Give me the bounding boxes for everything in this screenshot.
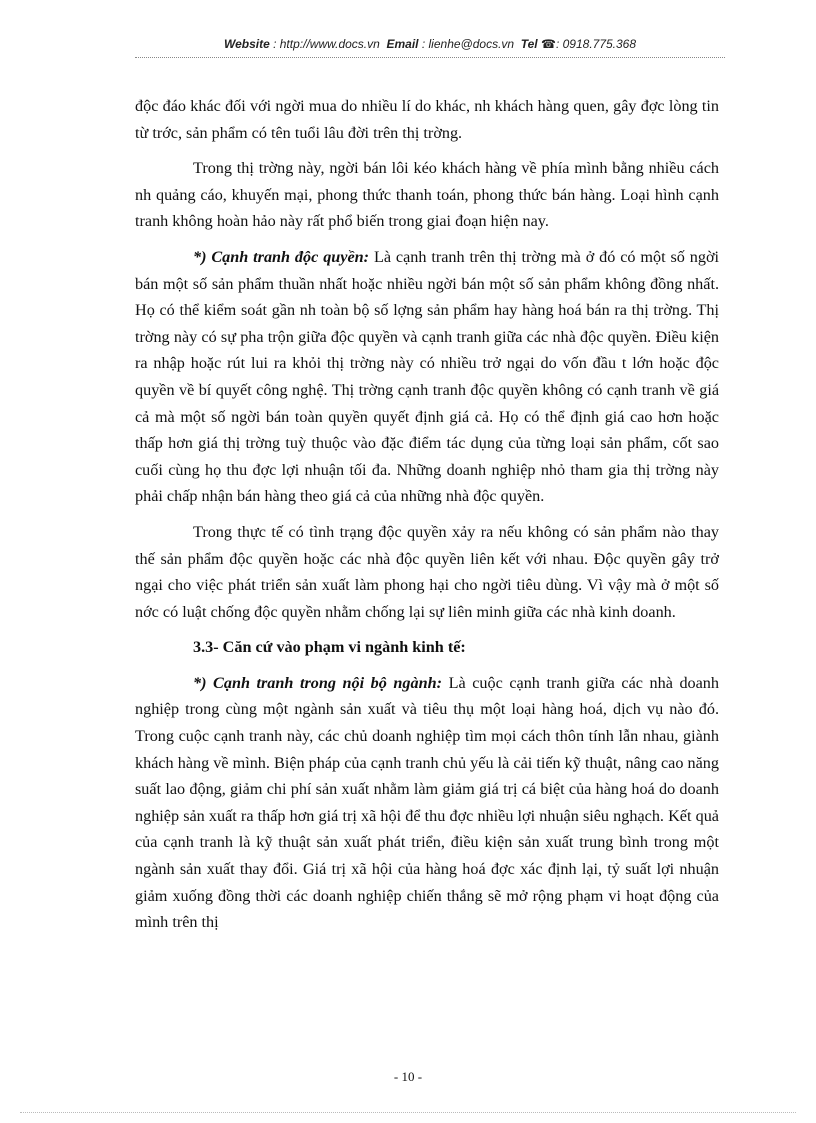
paragraph-5-lead: *) Cạnh tranh trong nội bộ ngành: [193, 673, 443, 692]
paragraph-3 [135, 244, 719, 510]
tel-label: Tel [520, 37, 538, 51]
website-label: Website [223, 37, 270, 51]
page-number: - 10 - [393, 1069, 423, 1084]
paragraph-5 [135, 670, 719, 936]
tel-value: : 0918.775.368 [555, 37, 637, 51]
footer-divider [20, 1112, 796, 1113]
email-label: Email [386, 37, 419, 51]
website-value: : http://www.docs.vn [273, 37, 380, 51]
paragraph-5-text: Là cuộc cạnh tranh giữa các nhà doanh nghiệp trong cùng một ngành sản xuất và tiêu thụ một loại hàng hoá, dịch vụ nào đó. Trong cuộc cạnh tranh này, các chủ doanh nghiệp tìm mọi cách thôn tính lẫn nhau, giành khách hàng về mình. Biện pháp của cạnh tranh chủ yếu là cải tiến kỹ thuật, nâng cao năng suất lao động, giảm chi phí sản xuất nhằm làm giảm giá trị cá biệt của hàng hoá do doanh nghiệp sản xuất ra thấp hơn giá trị xã hội để thu đợc nhiều lợi nhuận siêu nghạch. Kết quả của cạnh tranh là kỹ thuật sản xuất phát triển, điều kiện sản xuất trung bình trong một ngành sản xuất thay đổi. Giá trị xã hội của hàng hoá đợc xác định lại, tỷ suất lợi nhuận giảm xuống đồng thời các doanh nghiệp chiến thắng sẽ mở rộng phạm vi hoạt động của mình trên thị [135, 673, 719, 932]
paragraph-3-lead: *) Cạnh tranh độc quyền: [193, 247, 370, 266]
email-value: : lienhe@docs.vn [421, 37, 515, 51]
section-heading: 3.3- Căn cứ vào phạm vi ngành kinh tế: [193, 638, 466, 657]
header-divider [135, 57, 725, 58]
paragraph-1: độc đáo khác đối với ngời mua do nhiều lí do khác, nh khách hàng quen, gây đợc lòng tin từ trớc, sản phẩm có tên tuổi lâu đời trên thị trờng. [135, 97, 719, 142]
document-body [135, 93, 719, 936]
paragraph-3-text: Là cạnh tranh trên thị trờng mà ở đó có một số ngời bán một số sản phẩm thuần nhất hoặc nhiều ngời bán một số sản phẩm không đồng nhất. Họ có thể kiểm soát gần nh toàn bộ số lợng sản phẩm hay hàng hoá bán ra thị trờng. Thị trờng này có sự pha trộn giữa độc quyền và cạnh tranh giữa các nhà độc quyền. Điều kiện ra nhập hoặc rút lui ra khỏi thị trờng này có nhiều trở ngại do vốn đầu t lớn hoặc độc quyền về bí quyết công nghệ. Thị trờng cạnh tranh độc quyền không có cạnh tranh về giá cả mà một số ngời bán toàn quyền quyết định giá cả. Họ có thể định giá cao hơn hoặc thấp hơn giá thị trờng tuỳ thuộc vào đặc điểm tác dụng của từng loại sản phẩm, cốt sao cuối cùng họ thu đợc lợi nhuận tối đa. Những doanh nghiệp nhỏ tham gia thị trờng này phải chấp nhận bán hàng theo giá cả của những nhà độc quyền. [135, 247, 719, 506]
paragraph-4: Trong thực tế có tình trạng độc quyền xảy ra nếu không có sản phẩm nào thay thế sản phẩm độc quyền hoặc các nhà độc quyền liên kết với nhau. Độc quyền gây trở ngại cho việc phát triển sản xuất làm phong hại cho ngời tiêu dùng. Vì vậy mà ở một số nớc có luật chống độc quyền nhằm chống lại sự liên minh giữa các nhà kinh doanh. [135, 522, 719, 621]
phone-icon: ☎ [541, 37, 556, 51]
paragraph-2: Trong thị trờng này, ngời bán lôi kéo khách hàng về phía mình bằng nhiều cách nh quảng cáo, khuyến mại, phong thức thanh toán, phong thức bán hàng. Loại hình cạnh tranh không hoàn hảo này rất phổ biến trong giai đoạn hiện nay. [135, 159, 719, 231]
page-header [135, 37, 725, 51]
